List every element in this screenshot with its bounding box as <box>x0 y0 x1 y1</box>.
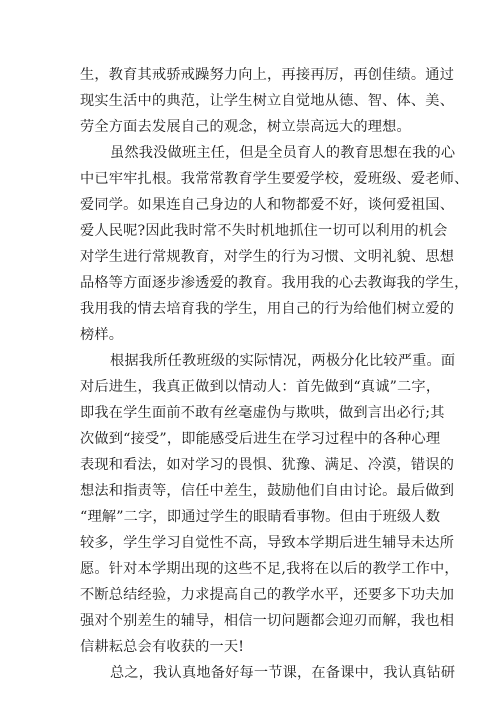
text-line: 对后进生，我真正做到以情动人：首先做到“真诚”二字， <box>80 379 441 395</box>
text-line: 品格等方面逐步渗透爱的教育。我用我的心去教诲我的学生， <box>80 275 469 291</box>
text-line: 想法和指责等，信任中差生，鼓励他们自由讨论。最后做到 <box>80 483 455 499</box>
text-line: 次做到“接受”，即能感受后进生在学习过程中的各种心理 <box>80 431 441 447</box>
text-line: 信耕耘总会有收获的一天! <box>80 639 245 655</box>
text-line: 强对个别差生的辅导，相信一切问题都会迎刃而解，我也相 <box>80 613 455 629</box>
text-line: “理解”二字，即通过学生的眼睛看事物。但由于班级人数 <box>80 509 441 525</box>
paragraph <box>80 62 455 140</box>
text-line: 现实生活中的典范，让学生树立自觉地从德、智、体、美、 <box>80 93 455 109</box>
text-line: 愿。针对本学期出现的这些不足,我将在以后的教学工作中， <box>80 561 459 577</box>
text-line: 劳全方面去发展自己的观念，树立崇高远大的理想。 <box>80 119 411 135</box>
text-line: 不断总结经验，力求提高自己的教学水平，还要多下功夫加 <box>80 587 455 603</box>
text-line: 较多，学生学习自觉性不高，导致本学期后进生辅导未达所 <box>80 535 455 551</box>
text-line: 即我在学生面前不敢有丝毫虚伪与欺哄，做到言出必行;其 <box>80 405 445 421</box>
text-line: 爱人民呢?因此我时常不失时机地抓住一切可以利用的机会 <box>80 223 448 239</box>
text-line: 生，教育其戒骄戒躁努力向上，再接再厉，再创佳绩。通过 <box>80 67 455 83</box>
text-line: 中已牢牢扎根。我常常教育学生要爱学校，爱班级、爱老师、 <box>80 171 469 187</box>
text-line: 榜样。 <box>80 327 124 343</box>
text-line: 虽然我没做班主任，但是全员育人的教育思想在我的心 <box>110 145 456 161</box>
text-line: 总之，我认真地备好每一节课，在备课中，我认真钻研 <box>110 665 456 681</box>
text-line: 表现和看法，如对学习的畏惧、犹豫、满足、冷漠，错误的 <box>80 457 455 473</box>
paragraph <box>80 348 459 660</box>
paragraph <box>80 140 469 348</box>
text-line: 爱同学。如果连自己身边的人和物都爱不好，谈何爱祖国、 <box>80 197 455 213</box>
text-line: 根据我所任教班级的实际情况，两极分化比较严重。面 <box>110 353 456 369</box>
text-line: 我用我的情去培育我的学生，用自己的行为给他们树立爱的 <box>80 301 455 317</box>
text-line: 对学生进行常规教育，对学生的行为习惯、文明礼貌、思想 <box>80 249 455 265</box>
paragraph <box>80 660 456 686</box>
document-body <box>80 62 469 686</box>
